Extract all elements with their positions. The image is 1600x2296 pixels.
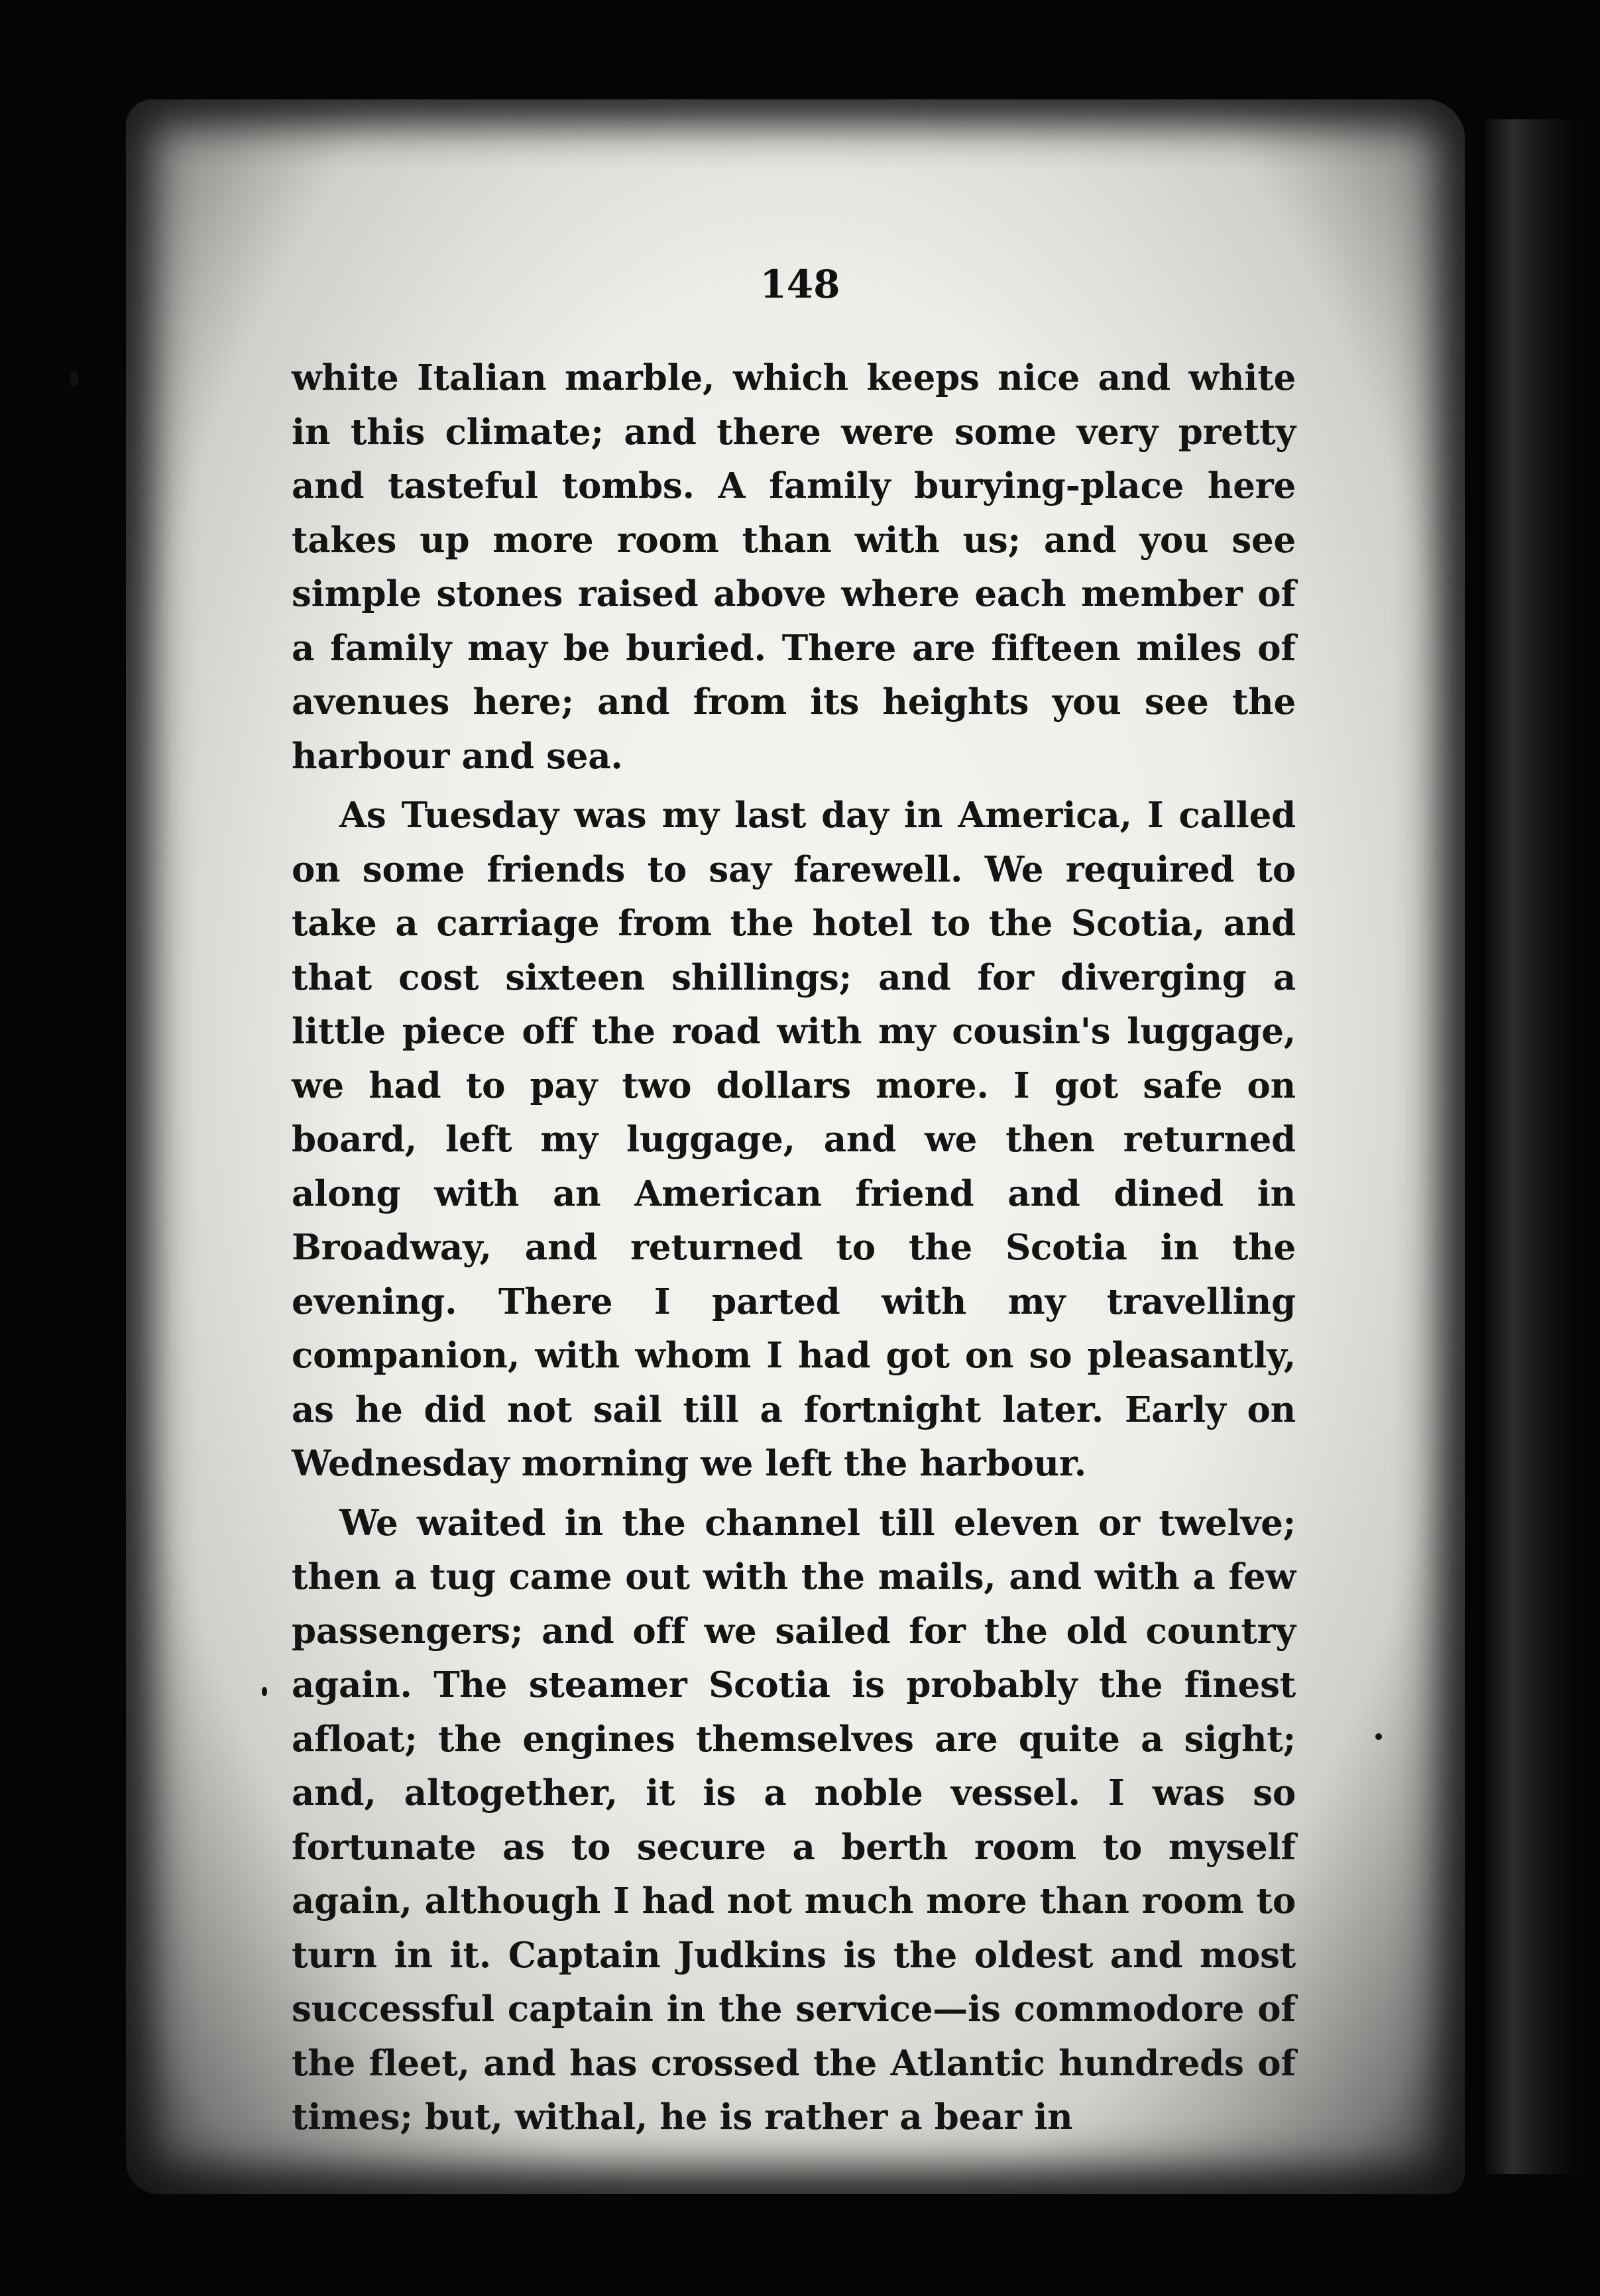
paragraph: We waited in the channel till eleven or twelve; then a tug came out with the mails, and with a few passengers; and off we sailed for the old country again. The steamer Scotia is probably the finest afloat; the engines themselves are quite a sight; and, altogether, it is a noble vessel. I was so fortunate as to secure a berth room to myself again, although I had not much more than room to turn in it. Captain Judkins is the oldest and most successful captain in the service—is commodore of the fleet, and has crossed the Atlantic hundreds of times; but, withal, he is rather a bear in bbox=[292, 1502, 1296, 2138]
adjacent-page-edge bbox=[1485, 119, 1577, 2174]
paragraph-continued: white Italian marble, which keeps nice and white in this climate; and there were some very pretty and tasteful tombs. A family burying-place here takes up more room than with us; and you see simple stones raised above where each member of a family may be buried. There are fifteen miles of avenues here; and from its heights you see the harbour and sea. bbox=[292, 357, 1296, 777]
specks-decoration bbox=[1375, 1733, 1382, 1740]
page-number: 148 bbox=[760, 262, 840, 307]
specks-decoration bbox=[262, 1687, 267, 1696]
body-text bbox=[292, 351, 1296, 2150]
specks-decoration bbox=[70, 371, 79, 386]
paragraph: As Tuesday was my last day in America, I called on some friends to say farewell. We required to take a carriage from the hotel to the Scotia, and that cost sixteen shillings; and for diverging a little piece off the road with my cousin's luggage, we had to pay two dollars more. I got safe on board, left my luggage, and we then returned along with an American friend and dined in Broadway, and returned to the Scotia in the evening. There I parted with my travelling companion, with whom I had got on so pleasantly, as he did not sail till a fortnight later. Early on Wednesday morning we left the harbour. bbox=[292, 795, 1296, 1484]
